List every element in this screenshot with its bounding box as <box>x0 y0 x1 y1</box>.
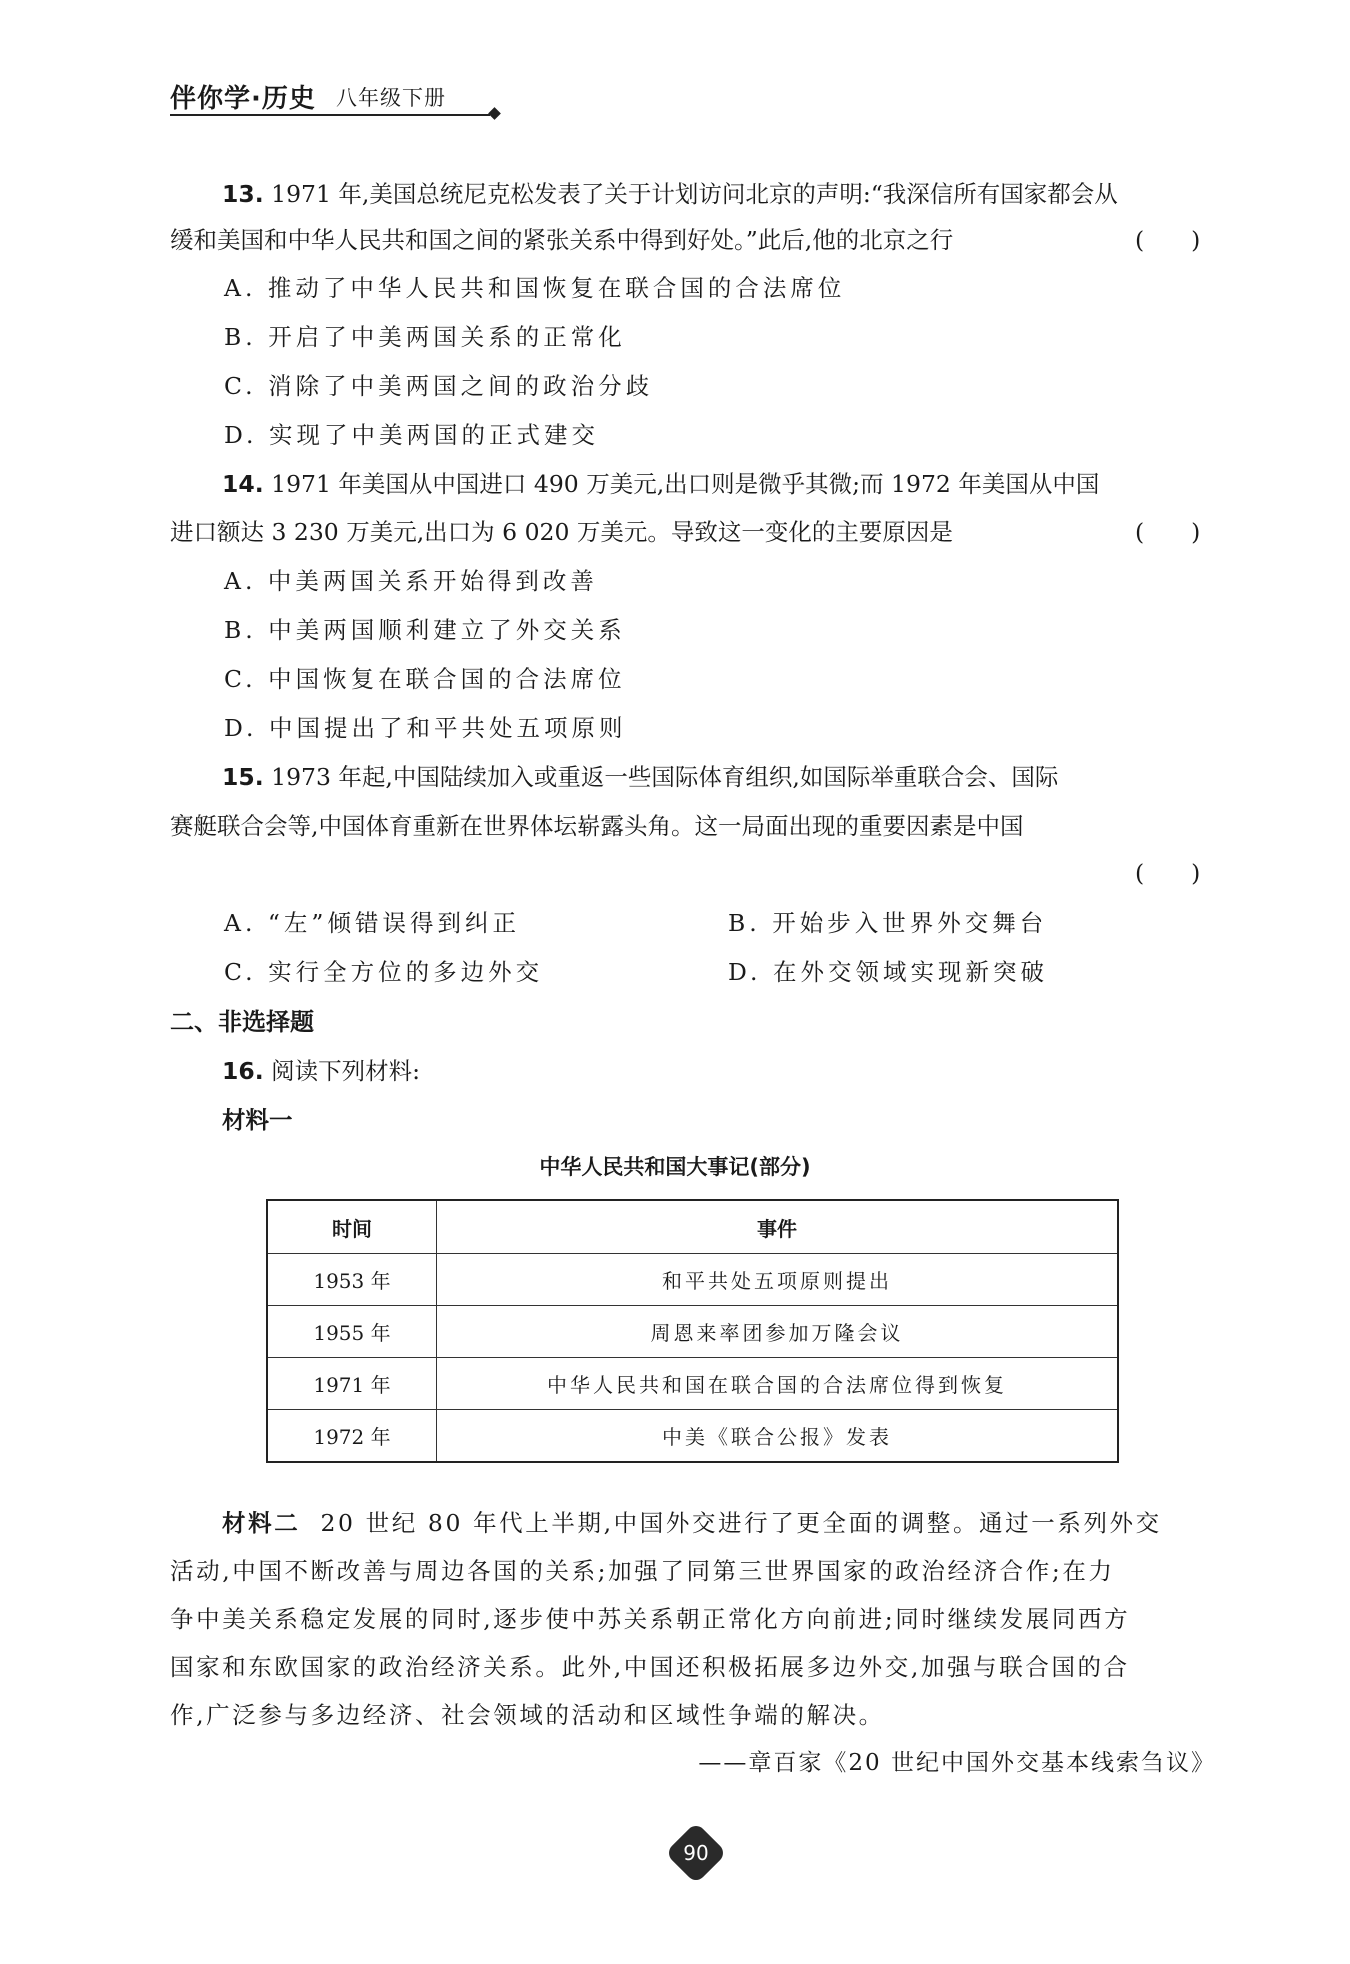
page-number: 90 <box>683 1841 709 1865</box>
table-row <box>267 1410 1118 1463</box>
question-14-number: 14. <box>222 470 264 498</box>
question-16-number: 16. <box>222 1057 264 1085</box>
material-2-label: 材料二 <box>222 1509 301 1537</box>
question-14-stem-line-1: 14. 1971 年美国从中国进口 490 万美元,出口则是微乎其微;而 1972 年美国从中国 <box>222 470 1100 498</box>
material-2-line-3: 争中美关系稳定发展的同时,逐步使中苏关系朝正常化方向前进;同时继续发展同西方 <box>170 1605 1131 1633</box>
question-14-option-a[interactable]: A. 中美两国关系开始得到改善 <box>224 567 598 595</box>
question-13-option-c[interactable]: C. 消除了中美两国之间的政治分歧 <box>224 372 654 400</box>
column-header-time: 时间 <box>267 1200 437 1254</box>
question-16-prompt: 16. 阅读下列材料: <box>222 1057 421 1085</box>
book-grade: 八年级下册 <box>336 86 446 110</box>
question-15-option-b[interactable]: B. 开始步入世界外交舞台 <box>728 909 1048 937</box>
question-14-stem-line-2: 进口额达 3 230 万美元,出口为 6 020 万美元。导致这一变化的主要原因是 <box>170 518 953 546</box>
column-header-event: 事件 <box>437 1200 1119 1254</box>
question-13-stem-line-1: 13. 1971 年,美国总统尼克松发表了关于计划访问北京的声明:“我深信所有国家都会从 <box>222 180 1118 208</box>
table-title: 中华人民共和国大事记(部分) <box>539 1155 811 1179</box>
question-14-option-c[interactable]: C. 中国恢复在联合国的合法席位 <box>224 665 626 693</box>
table-cell-event: 中美《联合公报》发表 <box>437 1410 1119 1463</box>
page-header <box>170 74 510 118</box>
page-number-badge <box>671 1828 721 1878</box>
table-row <box>267 1358 1118 1410</box>
table-row <box>267 1254 1118 1306</box>
material-2-line-5: 作,广泛参与多边经济、社会领域的活动和区域性争端的解决。 <box>170 1701 885 1729</box>
question-15-stem-line-2: 赛艇联合会等,中国体育重新在世界体坛崭露头角。这一局面出现的重要因素是中国 <box>170 812 1024 840</box>
question-13-stem-line-2: 缓和美国和中华人民共和国之间的紧张关系中得到好处。”此后,他的北京之行 <box>170 226 954 254</box>
table-cell-time: 1971 年 <box>267 1358 437 1410</box>
book-series-title: 伴你学·历史 <box>170 84 316 114</box>
header-diamond-icon <box>488 107 501 120</box>
material-2-line-2: 活动,中国不断改善与周边各国的关系;加强了同第三世界国家的政治经济合作;在力 <box>170 1557 1115 1585</box>
table-cell-event: 和平共处五项原则提出 <box>437 1254 1119 1306</box>
material-1-label: 材料一 <box>222 1106 293 1134</box>
question-14-option-b[interactable]: B. 中美两国顺利建立了外交关系 <box>224 616 626 644</box>
material-2-line-4: 国家和东欧国家的政治经济关系。此外,中国还积极拓展多边外交,加强与联合国的合 <box>170 1653 1130 1681</box>
question-13-option-d[interactable]: D. 实现了中美两国的正式建交 <box>224 421 599 449</box>
table-cell-event: 中华人民共和国在联合国的合法席位得到恢复 <box>437 1358 1119 1410</box>
question-13-answer-blank[interactable]: ( ) <box>1135 226 1201 254</box>
section-2-heading: 二、非选择题 <box>170 1008 314 1036</box>
question-14-option-d[interactable]: D. 中国提出了和平共处五项原则 <box>224 714 627 742</box>
header-rule <box>170 114 490 116</box>
question-13-option-a[interactable]: A. 推动了中华人民共和国恢复在联合国的合法席位 <box>224 274 846 302</box>
question-15-stem-line-1: 15. 1973 年起,中国陆续加入或重返一些国际体育组织,如国际举重联合会、国际 <box>222 763 1059 791</box>
question-15-answer-blank[interactable]: ( ) <box>1135 859 1201 887</box>
table-cell-time: 1953 年 <box>267 1254 437 1306</box>
question-15-number: 15. <box>222 763 264 791</box>
table-header-row <box>267 1200 1118 1254</box>
question-15-option-d[interactable]: D. 在外交领域实现新突破 <box>728 958 1048 986</box>
events-table <box>266 1199 1119 1463</box>
table-cell-time: 1972 年 <box>267 1410 437 1463</box>
question-13-number: 13. <box>222 180 264 208</box>
question-13-option-b[interactable]: B. 开启了中美两国关系的正常化 <box>224 323 626 351</box>
question-15-option-a[interactable]: A. “左”倾错误得到纠正 <box>224 909 520 937</box>
material-2-source: ——章百家《20 世纪中国外交基本线索刍议》 <box>698 1750 1216 1776</box>
table-cell-event: 周恩来率团参加万隆会议 <box>437 1306 1119 1358</box>
material-2-line-1: 材料二 20 世纪 80 年代上半期,中国外交进行了更全面的调整。通过一系列外交 <box>222 1509 1162 1537</box>
table-row <box>267 1306 1118 1358</box>
table-cell-time: 1955 年 <box>267 1306 437 1358</box>
question-15-option-c[interactable]: C. 实行全方位的多边外交 <box>224 958 544 986</box>
question-14-answer-blank[interactable]: ( ) <box>1135 518 1201 546</box>
